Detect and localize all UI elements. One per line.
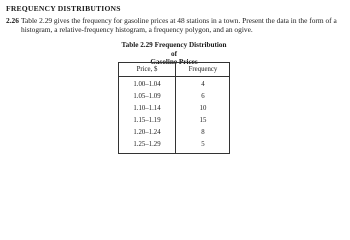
table-row <box>119 91 231 103</box>
table-row <box>119 127 231 139</box>
frequency-cell: 5 <box>201 141 205 148</box>
section-title: FREQUENCY DISTRIBUTIONS <box>6 4 121 13</box>
price-cell: 1.20–1.24 <box>133 129 161 136</box>
header-frequency: Frequency <box>188 66 218 73</box>
frequency-cell: 6 <box>201 93 205 100</box>
frequency-cell: 8 <box>201 129 205 136</box>
table-row <box>119 115 231 127</box>
frequency-cell: 4 <box>201 81 205 88</box>
frequency-cell: 15 <box>199 117 207 124</box>
header-price: Price, $ <box>136 66 158 73</box>
problem-text: Table 2.29 gives the frequency for gasoline prices at 48 stations in a town. Present the data in the form of a histogram, a relative-frequency histogram, a frequency polygon, and an ogive. <box>21 16 337 35</box>
price-cell: 1.10–1.14 <box>133 105 161 112</box>
frequency-cell: 10 <box>199 105 207 112</box>
price-cell: 1.25–1.29 <box>133 141 161 148</box>
header-divider <box>119 76 229 77</box>
problem-number: 2.26 <box>6 16 19 25</box>
price-cell: 1.05–1.09 <box>133 93 161 100</box>
table-caption-line-2: Gasoline Prices <box>150 58 198 67</box>
price-cell: 1.15–1.19 <box>133 117 161 124</box>
table-row <box>119 103 231 115</box>
table-caption-line-1: Table 2.29 Frequency Distribution of <box>121 41 227 58</box>
table-row <box>119 79 231 91</box>
table-row <box>119 139 231 151</box>
price-cell: 1.00–1.04 <box>133 81 161 88</box>
frequency-table <box>118 62 230 154</box>
